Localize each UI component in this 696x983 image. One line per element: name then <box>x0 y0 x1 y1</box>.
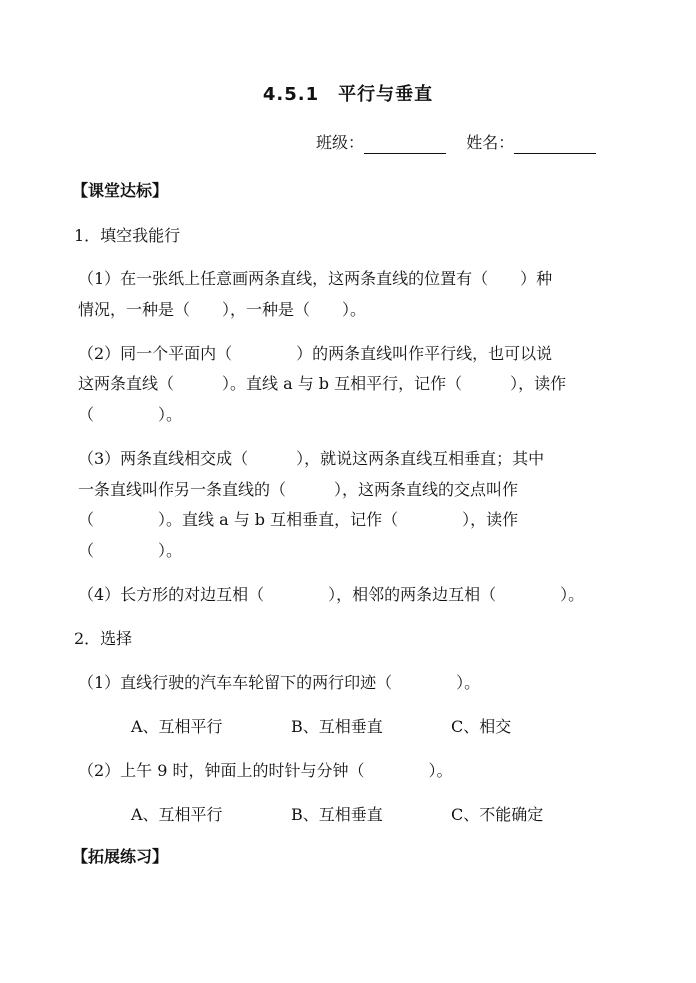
name-label: 姓名： <box>466 133 515 152</box>
q2-s2-option-a[interactable]: A、互相平行 <box>131 805 223 824</box>
class-name-line <box>316 132 596 154</box>
class-blank[interactable] <box>364 136 446 154</box>
q2-s1-option-a[interactable]: A、互相平行 <box>131 717 223 736</box>
q1-p2-line2: 这两条直线（ ）。直线 a 与 b 互相平行，记作（ ），读作 <box>78 374 567 393</box>
q1-p2-line1: （2）同一个平面内（ ）的两条直线叫作平行线，也可以说 <box>78 344 553 363</box>
name-blank[interactable] <box>514 136 596 154</box>
q1-p3-line1: （3）两条直线相交成（ ），就说这两条直线互相垂直；其中 <box>78 449 545 468</box>
q2-s1-options <box>131 716 511 738</box>
q1-p2-line3: （ ）。 <box>78 405 183 424</box>
class-label: 班级： <box>316 133 365 152</box>
q1-p3-line4: （ ）。 <box>78 541 183 560</box>
q1-heading: 1．填空我能行 <box>74 226 181 245</box>
q2-s2-option-c[interactable]: C、不能确定 <box>451 805 544 824</box>
q2-s1: （1）直线行驶的汽车车轮留下的两行印迹（ ）。 <box>78 673 481 692</box>
q2-heading: 2．选择 <box>74 629 133 648</box>
q1-p3-line2: 一条直线叫作另一条直线的（ ），这两条直线的交点叫作 <box>78 480 519 499</box>
q2-s2-option-b[interactable]: B、互相垂直 <box>291 805 383 824</box>
q1-p3-line3: （ ）。直线 a 与 b 互相垂直，记作（ ），读作 <box>78 510 519 529</box>
q2-s2-options <box>131 804 543 826</box>
q2-s1-option-b[interactable]: B、互相垂直 <box>291 717 383 736</box>
q1-p4-line1: （4）长方形的对边互相（ ），相邻的两条边互相（ ）。 <box>78 585 585 604</box>
section-extension: 【拓展练习】 <box>72 847 169 866</box>
q1-p1-line2: 情况，一种是（ ），一种是（ ）。 <box>78 300 367 319</box>
page-title: 4.5.1 平行与垂直 <box>262 84 434 105</box>
q2-s1-option-c[interactable]: C、相交 <box>451 717 512 736</box>
q1-p1-line1: （1）在一张纸上任意画两条直线，这两条直线的位置有（ ）种 <box>78 269 553 288</box>
q2-s2: （2）上午 9 时，钟面上的时针与分钟（ ）。 <box>78 761 453 780</box>
section-classroom: 【课堂达标】 <box>72 181 169 200</box>
